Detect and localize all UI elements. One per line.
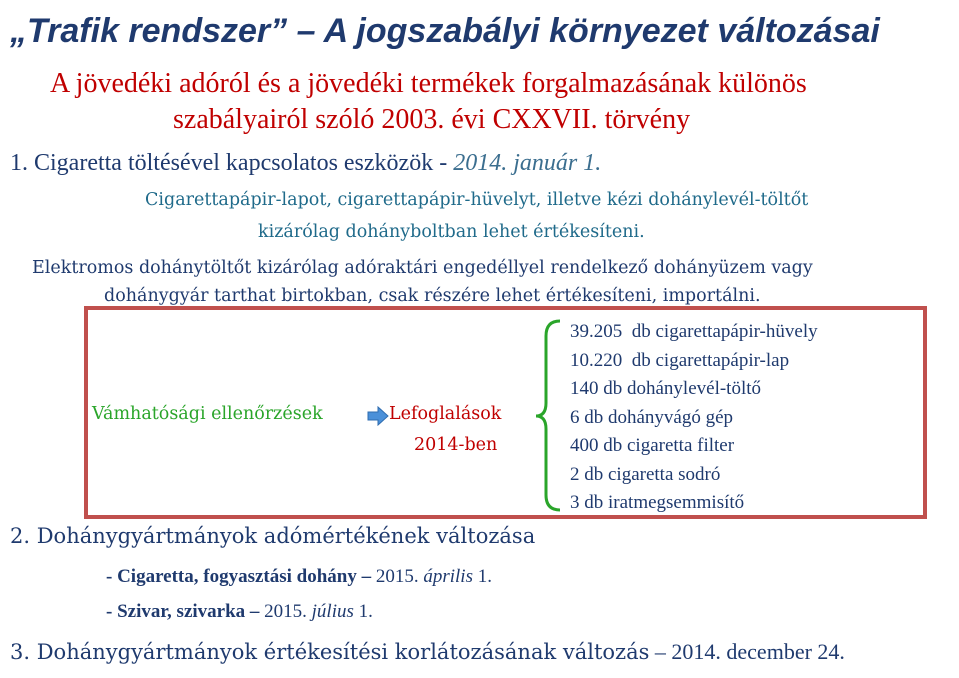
section-3-heading — [10, 639, 845, 665]
section-2-item-1-text: - Cigaretta, fogyasztási dohány — [106, 566, 362, 587]
section-2-item-1-year: 2015. — [371, 566, 424, 587]
section-1-para-2-line-1: Elektromos dohánytöltőt kizárólag adóraktári engedéllyel rendelkező dohányüzem vagy — [32, 258, 813, 278]
seizures-box — [84, 306, 927, 519]
seizure-item: 400 db cigaretta filter — [570, 435, 735, 456]
section-1-para-1-line-2: kizárólag dohányboltban lehet értékesíteni. — [258, 222, 645, 242]
slide-title: „Trafik rendszer” – A jogszabályi környezet változásai — [10, 12, 880, 50]
section-3-date: – 2014. december 24. — [649, 639, 845, 664]
section-3-title: 3. Dohánygyártmányok értékesítési korlátozásának változás — [10, 640, 650, 664]
seizure-item: 6 db dohányvágó gép — [570, 406, 734, 428]
curly-brace-icon — [534, 318, 564, 513]
seizures-label: Lefoglalások — [389, 404, 502, 424]
section-2-item-2 — [106, 601, 373, 623]
seizure-items-list — [570, 318, 818, 518]
section-2-item-2-dash: – — [249, 601, 260, 622]
seizure-item: 140 db dohánylevél-töltő — [570, 378, 762, 399]
seizure-item: 10.220 db cigarettapápir-lap — [570, 349, 790, 371]
law-title-line-1: A jövedéki adóról és a jövedéki termékek forgalmazásának különös — [50, 68, 807, 99]
seizures-year: 2014-ben — [414, 435, 498, 455]
arrow-right-icon — [367, 406, 389, 426]
section-2-item-1-month: április — [423, 566, 473, 587]
section-1-para-1-line-1: Cigarettapápir-lapot, cigarettapápir-hüvelyt, illetve kézi dohánylevél-töltőt — [145, 190, 809, 210]
section-2-item-1-day: 1. — [472, 566, 492, 587]
section-1-heading — [10, 150, 601, 177]
customs-checks-label: Vámhatósági ellenőrzések — [92, 404, 323, 424]
section-2-item-1-dash: – — [361, 566, 372, 587]
seizure-item: 39.205 db cigarettapápir-hüvely — [570, 321, 818, 342]
section-1-date: 2014. január 1. — [453, 150, 602, 176]
section-1-para-2-line-2: dohánygyár tarthat birtokban, csak részére lehet értékesíteni, importálni. — [104, 286, 761, 306]
seizure-item: 2 db cigaretta sodró — [570, 463, 721, 485]
section-2-heading: 2. Dohánygyártmányok adómértékének változása — [10, 524, 536, 548]
section-1-title: 1. Cigaretta töltésével kapcsolatos eszközök - — [10, 150, 454, 176]
section-2-item-2-year: 2015. — [259, 601, 312, 622]
section-2-item-2-text: - Szivar, szivarka — [106, 601, 250, 622]
section-2-item-2-month: július — [311, 601, 354, 622]
seizure-item: 3 db iratmegsemmisítő — [570, 492, 745, 513]
law-title-line-2: szabályairól szóló 2003. évi CXXVII. törvény — [173, 104, 691, 135]
section-2-item-2-day: 1. — [353, 601, 373, 622]
section-2-item-1 — [106, 566, 492, 588]
